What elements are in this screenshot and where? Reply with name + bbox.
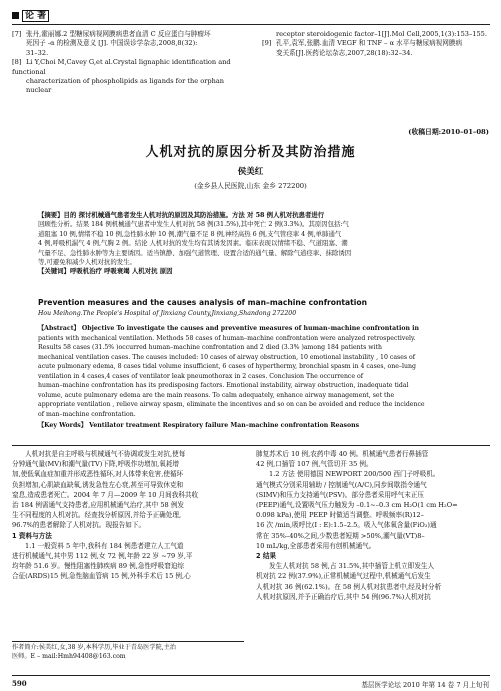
english-title: Prevention measures and the causes analysis of man–machine confrontation	[38, 298, 367, 307]
body-line: 人机对抗原因,并予正确治疗后,其中 54 例(96.7%)人机对抗	[256, 592, 431, 601]
body-line: 常在 35%–40%之间,少数患者短期 >50%,潮气量(VT)8–	[256, 531, 425, 540]
body-line: 16 次 /min,吸呼比(I : E):1.5–2.5。吸入气体氧含量(FiO₂)通	[256, 521, 437, 530]
affiliation: (金乡县人民医院,山东 金乡 272200)	[194, 182, 307, 190]
body-line: 人机对抗 36 例(62.1%)。在 58 例人机对抗患者中,经及时分析	[256, 582, 442, 591]
body-line: 合征(ARDS)15 例,急性脑血管病 15 例,外科手术后 15 例,心	[12, 572, 191, 581]
body-right-column	[256, 449, 490, 602]
body-line: 0.098 kPa),使用 PEEP 时做适当调整。呼吸频率(R)12–	[256, 511, 424, 520]
header-rule	[12, 24, 490, 25]
abstract-cn: 【摘要】目的 探讨机械通气患者发生人机对抗的原因及其防治措施。方法 对 58 例人机对抗患者进行 回顾性分析。结果 184 例机械通气患者中发生人机对抗 58 例(31.5%),其中死亡 2 例(3.3%)。其原因包括:气 道阻塞 10 例,情绪不稳 10 例,急性肺水肿 10 例,潮气量不足 8 例,神经高热 6 例,支气管痉挛 4 例,单肺通气 4 例,呼吸机漏气 4 例,气胸 2 例。结论 人机对抗的发生均有其诱发因素。临床表现以情绪不稳、气道阻塞、潮 气量不足、急性肺水肿等为主要诱因。适当镇静、加强气道管理、设置合适的通气量、解除气道痉挛、抹除诱因 等,可避免和减少人机对抗的发生。 【关键词】呼吸机治疗 呼吸衰竭 人机对抗 原因	[38, 211, 468, 277]
english-author: Hou Meihong.The People's Hospital of Jinxiang County,Jinxiang,Shandong 272200	[38, 310, 297, 317]
body-line: 通气模式分别采用辅助 / 控制通气(A/C),同步间歇指令通气	[256, 480, 427, 489]
body-line: (PEEP)通气,设置吸气压力触发为 –0.1~–0.3 cm H₂O(1 cm H₂O=	[256, 501, 458, 510]
body-line: 均年龄 51.6 岁。慢性阻塞性肺疾病 89 例,急性呼吸窘迫综	[12, 562, 185, 571]
references-left: [7] 张丹,霍丽娜.2 型糖尿病视网膜病患者血清 C 反应蛋白与肿瘤坏 死因子 -α 的检测及意义 [J]. 中国误诊学杂志,2008,8(32): 31–32. [8] Li Y,Choi M,Cavey G,et al.Crystal lignaphic identification and functional characterization of phospholipids as ligands for the orphan nuclear	[12, 30, 246, 96]
abstract-en: 【Abstract】 Objective To investigate the causes and preventive measures of human–machine confrontation in patients with mechanical ventilation. Methods 58 cases of human–machine confrontation were analyzed retrospectively. Results 58 cases (31.5% )occurred human–machine confrontation and 2 died (3.3% )among 184 patients with mechanical ventilation cases. The causes included: 10 cases of airway obstruction, 10 emotional instability , 10 cases of acute pulmonary edema, 8 cases tidal volume insufficient, 6 cases of hyperthermy, bronchial spasm in 4 cases, one–lung ventilation in 4 cases,4 cases of ventilator leak pneumothorax in 2 cases. Conclusion The occurrence of human–machine confrontation has its predisposing factors. Emotional instability, airway obstruction, inadequate tidal volume, acute pulmonary edema are the main reasons. To calm adequately, enhance airway management, set the appropriate ventilation , relieve airway spasm, eliminate the incentives and so on can be avoided and reduce the incidence of man–machine confrontation. 【Key Words】 Ventilator treatment Respiratory failure Man–machine confrontation Reasons	[38, 324, 468, 431]
reference-item: [9] 孔平,袁军,张鹏.血清 VEGF 和 TNF – α 水平与糖尿病视网膜病	[262, 39, 463, 48]
body-line: 10 mL/kg,全部患者采用有创机械通气。	[256, 541, 376, 550]
body-line: 1.1 一般资料 5 年中,我科有 184 例患者建立人工气道	[25, 541, 184, 550]
body-line: 机对抗 22 例(37.9%),正常机械通气过程中,机械通气后发生	[256, 572, 431, 581]
body-line: 肺复苏术后 10 例,农药中毒 40 例。机械通气患者行鼻插管	[256, 450, 429, 458]
page-number: 590	[12, 679, 27, 688]
body-line: 加,使低氧血症加重并形成恶性循环,对人体带来危害,使循环	[12, 470, 184, 479]
reference-item: [7] 张丹,霍丽娜.2 型糖尿病视网膜病患者血清 C 反应蛋白与肿瘤坏	[12, 30, 211, 38]
body-line: 窒息,造成患者死亡。2004 年 7 月—2009 年 10 月间我科共收	[12, 490, 199, 499]
section-label: 论 著	[22, 10, 49, 22]
author-footnote: 作者简介:侯美红,女,38 岁,本科学历,毕业于青岛医学院,主治 医师。E – mail:Hmh94408@163.com	[12, 641, 244, 661]
received-date: (收稿日期:2010–01–08)	[408, 128, 489, 136]
body-line: 进行机械通气,其中男 112 例,女 72 例,年龄 22 岁 ~79 岁,平	[12, 552, 193, 561]
references-right: receptor steroidogenic factor–1[J].Mol Cell,2005,1(3):153–155. [9] 孔平,袁军,张鹏.血清 VEGF 和 TNF – α 水平与糖尿病视网膜病 变关系[J].医药论坛杂志,2007,28(18):32–34.	[262, 30, 490, 58]
article-title: 人机对抗的原因分析及其防治措施	[145, 145, 356, 160]
section-header	[12, 8, 49, 21]
section-heading: 1 资料与方法	[12, 531, 52, 540]
section-heading: 2 结果	[256, 552, 277, 561]
square-icon	[12, 12, 19, 19]
body-line: 生不同程度的人机对抗。经查找分析原因,并给予正确处理,	[12, 511, 182, 520]
body-line: (SIMV)和压力支持通气(PSV)。部分患者采用呼气末正压	[256, 490, 424, 499]
body-line: 42 例,口插管 107 例,气管切开 35 例。	[256, 460, 373, 469]
body-line: 治 184 例需通气支持患者,应用机械通气治疗,其中 58 例发	[12, 501, 185, 510]
footer-rule	[12, 675, 490, 676]
journal-name: 基层医学论坛 2010 年第 14 卷 7 月上旬刊	[361, 681, 489, 689]
body-line: 96.7%的患者解除了人机对抗。现报告如下。	[12, 521, 146, 530]
body-line: 1.2 方法 使用德国 NEWPORT 200/500 西门子呼吸机。	[269, 470, 440, 479]
body-line: 人机对抗是自主呼吸与机械通气不协调或发生对抗,使每	[25, 450, 186, 458]
keywords-cn: 【关键词】呼吸机治疗 呼吸衰竭 人机对抗 原因	[38, 267, 173, 276]
abstract-rule	[12, 445, 490, 446]
body-line: 分钟通气量(MV)和潮气量(TV)下降,呼吸作功增加,氧耗增	[12, 460, 180, 469]
body-line: 发生人机对抗 58 例,占 31.5%,其中插管上机立即发生人	[269, 562, 435, 571]
author: 侯美红	[237, 167, 264, 177]
body-line: 负担增加,心肌缺血缺氧,诱发急性左心衰,甚至可导致休克和	[12, 480, 184, 489]
body-left-column	[12, 449, 244, 582]
reference-item: [8] Li Y,Choi M,Cavey G,et al.Crystal lignaphic identification and functional	[12, 58, 231, 76]
keywords-en: 【Key Words】 Ventilator treatment Respiratory failure Man–machine confrontation Reasons	[38, 422, 360, 429]
